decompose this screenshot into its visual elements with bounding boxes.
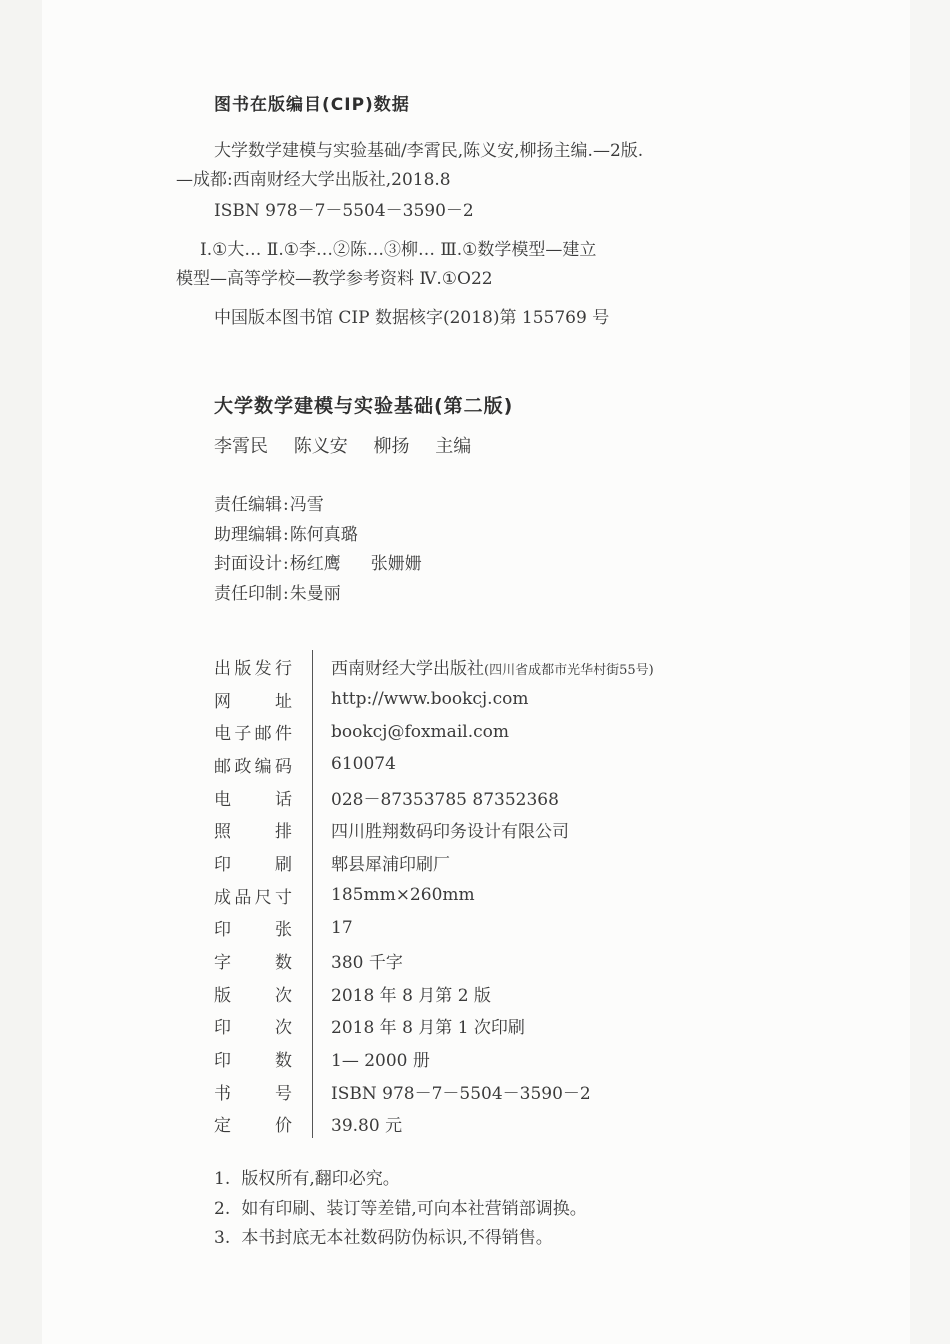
pub-value: 四川胜翔数码印务设计有限公司 bbox=[331, 822, 569, 843]
staff-row: 责任印制:朱曼丽 bbox=[214, 583, 341, 604]
staff-list bbox=[214, 490, 422, 608]
pub-label: 书号 bbox=[214, 1083, 292, 1104]
cip-line-5: 模型—高等学校—教学参考资料 Ⅳ.①O22 bbox=[176, 269, 493, 289]
cip-number: 中国版本图书馆 CIP 数据核字(2018)第 155769 号 bbox=[214, 308, 610, 328]
staff-name: 张姗姗 bbox=[370, 554, 422, 574]
pub-label: 电子邮件 bbox=[214, 724, 292, 745]
page-edge-left bbox=[0, 0, 42, 1344]
staff-role: 责任印制 bbox=[214, 583, 282, 604]
editor-role: 主编 bbox=[435, 436, 472, 457]
table-row bbox=[214, 1108, 774, 1141]
note-text: 如有印刷、装订等差错,可向本社营销部调换。 bbox=[241, 1198, 587, 1219]
pub-value: 郫县犀浦印刷厂 bbox=[331, 854, 450, 875]
table-row bbox=[214, 650, 774, 683]
table-row bbox=[214, 944, 774, 977]
table-row bbox=[214, 813, 774, 846]
note-item bbox=[214, 1223, 587, 1253]
note-number: 3. bbox=[214, 1228, 231, 1248]
table-row bbox=[214, 879, 774, 912]
table-row bbox=[214, 846, 774, 879]
page-edge-right bbox=[910, 0, 950, 1344]
note-item bbox=[214, 1194, 587, 1224]
pub-label: 印次 bbox=[214, 1018, 292, 1039]
staff-role: 助理编辑 bbox=[214, 524, 282, 545]
pub-label: 定价 bbox=[214, 1116, 292, 1137]
editors-line bbox=[214, 432, 491, 458]
pub-value: 028－87353785 87352368 bbox=[331, 789, 559, 810]
book-title: 大学数学建模与实验基础(第二版) bbox=[214, 395, 514, 417]
pub-label: 电话 bbox=[214, 789, 292, 810]
editor-name: 李霄民 bbox=[214, 436, 268, 457]
publisher-name: 西南财经大学出版社 bbox=[331, 658, 484, 679]
table-row bbox=[214, 1075, 774, 1108]
cip-title: 图书在版编目(CIP)数据 bbox=[214, 95, 410, 115]
pub-value: 610074 bbox=[331, 754, 396, 775]
note-number: 1. bbox=[214, 1169, 231, 1189]
cip-isbn: ISBN 978－7－5504－3590－2 bbox=[214, 201, 474, 221]
pub-value: 17 bbox=[331, 917, 353, 938]
table-row bbox=[214, 912, 774, 945]
cip-line-1: 大学数学建模与实验基础/李霄民,陈义安,柳扬主编.—2版. bbox=[214, 141, 644, 161]
pub-label: 印数 bbox=[214, 1051, 292, 1072]
staff-name: 杨红鹰 bbox=[289, 554, 341, 574]
staff-role: 责任编辑 bbox=[214, 495, 282, 515]
staff-row: 助理编辑:陈何真璐 bbox=[214, 524, 358, 545]
note-text: 版权所有,翻印必究。 bbox=[241, 1169, 400, 1189]
email-value: bookcj@foxmail.com bbox=[331, 721, 509, 742]
table-row bbox=[214, 977, 774, 1010]
pub-value: 2018 年 8 月第 2 版 bbox=[331, 985, 491, 1006]
pub-value: 1— 2000 册 bbox=[331, 1051, 430, 1072]
staff-name: 冯雪 bbox=[289, 495, 324, 515]
pub-label: 印张 bbox=[214, 920, 292, 941]
pub-value bbox=[331, 654, 654, 679]
table-row bbox=[214, 781, 774, 814]
table-row bbox=[214, 1042, 774, 1075]
staff-name: 朱曼丽 bbox=[289, 583, 341, 604]
pub-label: 照排 bbox=[214, 822, 292, 843]
pub-value: 380 千字 bbox=[331, 953, 403, 974]
pub-label: 版次 bbox=[214, 985, 292, 1006]
note-text: 本书封底无本社数码防伪标识,不得销售。 bbox=[241, 1228, 553, 1248]
note-number: 2. bbox=[214, 1198, 231, 1219]
staff-name: 陈何真璐 bbox=[289, 524, 358, 545]
table-row bbox=[214, 1010, 774, 1043]
table-row bbox=[214, 683, 774, 716]
cip-line-2: —成都:西南财经大学出版社,2018.8 bbox=[176, 170, 451, 190]
staff-row: 封面设计:杨红鹰 张姗姗 bbox=[214, 554, 422, 574]
pub-label: 网址 bbox=[214, 691, 292, 712]
pub-label: 成品尺寸 bbox=[214, 887, 292, 908]
pub-value: 2018 年 8 月第 1 次印刷 bbox=[331, 1018, 525, 1039]
pub-label: 印刷 bbox=[214, 854, 292, 875]
website-link: http://www.bookcj.com bbox=[331, 689, 529, 710]
pub-value: ISBN 978－7－5504－3590－2 bbox=[331, 1083, 591, 1104]
notes-list bbox=[214, 1164, 587, 1253]
pub-label: 出版发行 bbox=[214, 658, 292, 679]
pub-label: 字数 bbox=[214, 953, 292, 974]
editor-name: 陈义安 bbox=[293, 436, 348, 457]
pub-value: 185mm×260mm bbox=[331, 885, 475, 906]
publisher-address: (四川省成都市光华村街55号) bbox=[484, 662, 654, 678]
cip-line-4: Ⅰ.①大… Ⅱ.①李…②陈…③柳… Ⅲ.①数学模型—建立 bbox=[200, 240, 597, 260]
table-row bbox=[214, 715, 774, 748]
pub-label: 邮政编码 bbox=[214, 756, 292, 777]
table-row bbox=[214, 748, 774, 781]
staff-role: 封面设计 bbox=[214, 554, 282, 574]
table-divider bbox=[312, 650, 313, 1138]
note-item bbox=[214, 1164, 587, 1194]
pub-value: 39.80 元 bbox=[331, 1116, 403, 1137]
publication-info-table bbox=[214, 650, 774, 1140]
staff-row: 责任编辑:冯雪 bbox=[214, 495, 324, 515]
editor-name: 柳扬 bbox=[373, 436, 410, 457]
